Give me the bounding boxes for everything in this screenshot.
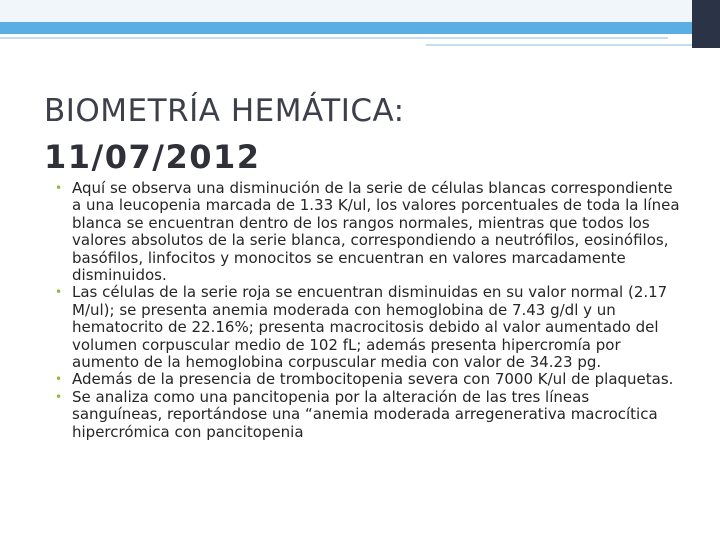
bullet-text: Se analiza como una pancitopenia por la alteración de las tres líneas sanguíneas, reportándose una “anemia moderada arregenerativa macrocítica hipercrómica con pancitopenia — [72, 387, 658, 441]
bullet-item — [52, 371, 682, 388]
bullet-item — [52, 284, 682, 371]
slide-title — [44, 90, 664, 178]
bullet-icon: • — [55, 285, 63, 300]
bullet-text: Aquí se observa una disminución de la serie de células blancas correspondiente a una leucopenia marcada de 1.33 K/ul, los valores porcentuales de toda la línea blanca se encuentran dentro de los rangos normales, mientras que todos los valores absolutos de la serie blanca, correspondiendo a neutrófilos, eosinófilos, basófilos, linfocitos y monocitos se encuentran en valores marcadamente disminuidos. — [72, 179, 680, 285]
header-corner-block — [692, 0, 720, 48]
bullet-icon: • — [55, 181, 63, 195]
bullet-item — [52, 389, 682, 441]
bullet-icon: • — [55, 372, 63, 387]
bullet-icon: • — [55, 389, 63, 404]
bullet-text: Además de la presencia de trombocitopenia severa con 7000 K/ul de plaquetas. — [72, 370, 674, 389]
slide-title-date: 11/07/2012 — [44, 138, 261, 176]
bullet-text: Las células de la serie roja se encuentran disminuidas en su valor normal (2.17 M/ul); se presenta anemia moderada con hemoglobina de 7.43 g/dl y un hematocrito de 22.16%; presenta macrocitosis debido al valor aumentado del volumen corpuscular medio de 102 fL; además presenta hipercromía por aumento de la hemoglobina corpuscular media con valor de 34.23 pg. — [72, 283, 668, 372]
bullet-item — [52, 180, 682, 284]
header-rule-2 — [426, 44, 692, 46]
header-band — [0, 0, 720, 22]
slide-title-text: BIOMETRÍA HEMÁTICA: — [44, 93, 405, 129]
header-accent-bar — [0, 22, 692, 34]
bullet-list — [52, 180, 682, 441]
header-rule-1 — [0, 37, 668, 39]
